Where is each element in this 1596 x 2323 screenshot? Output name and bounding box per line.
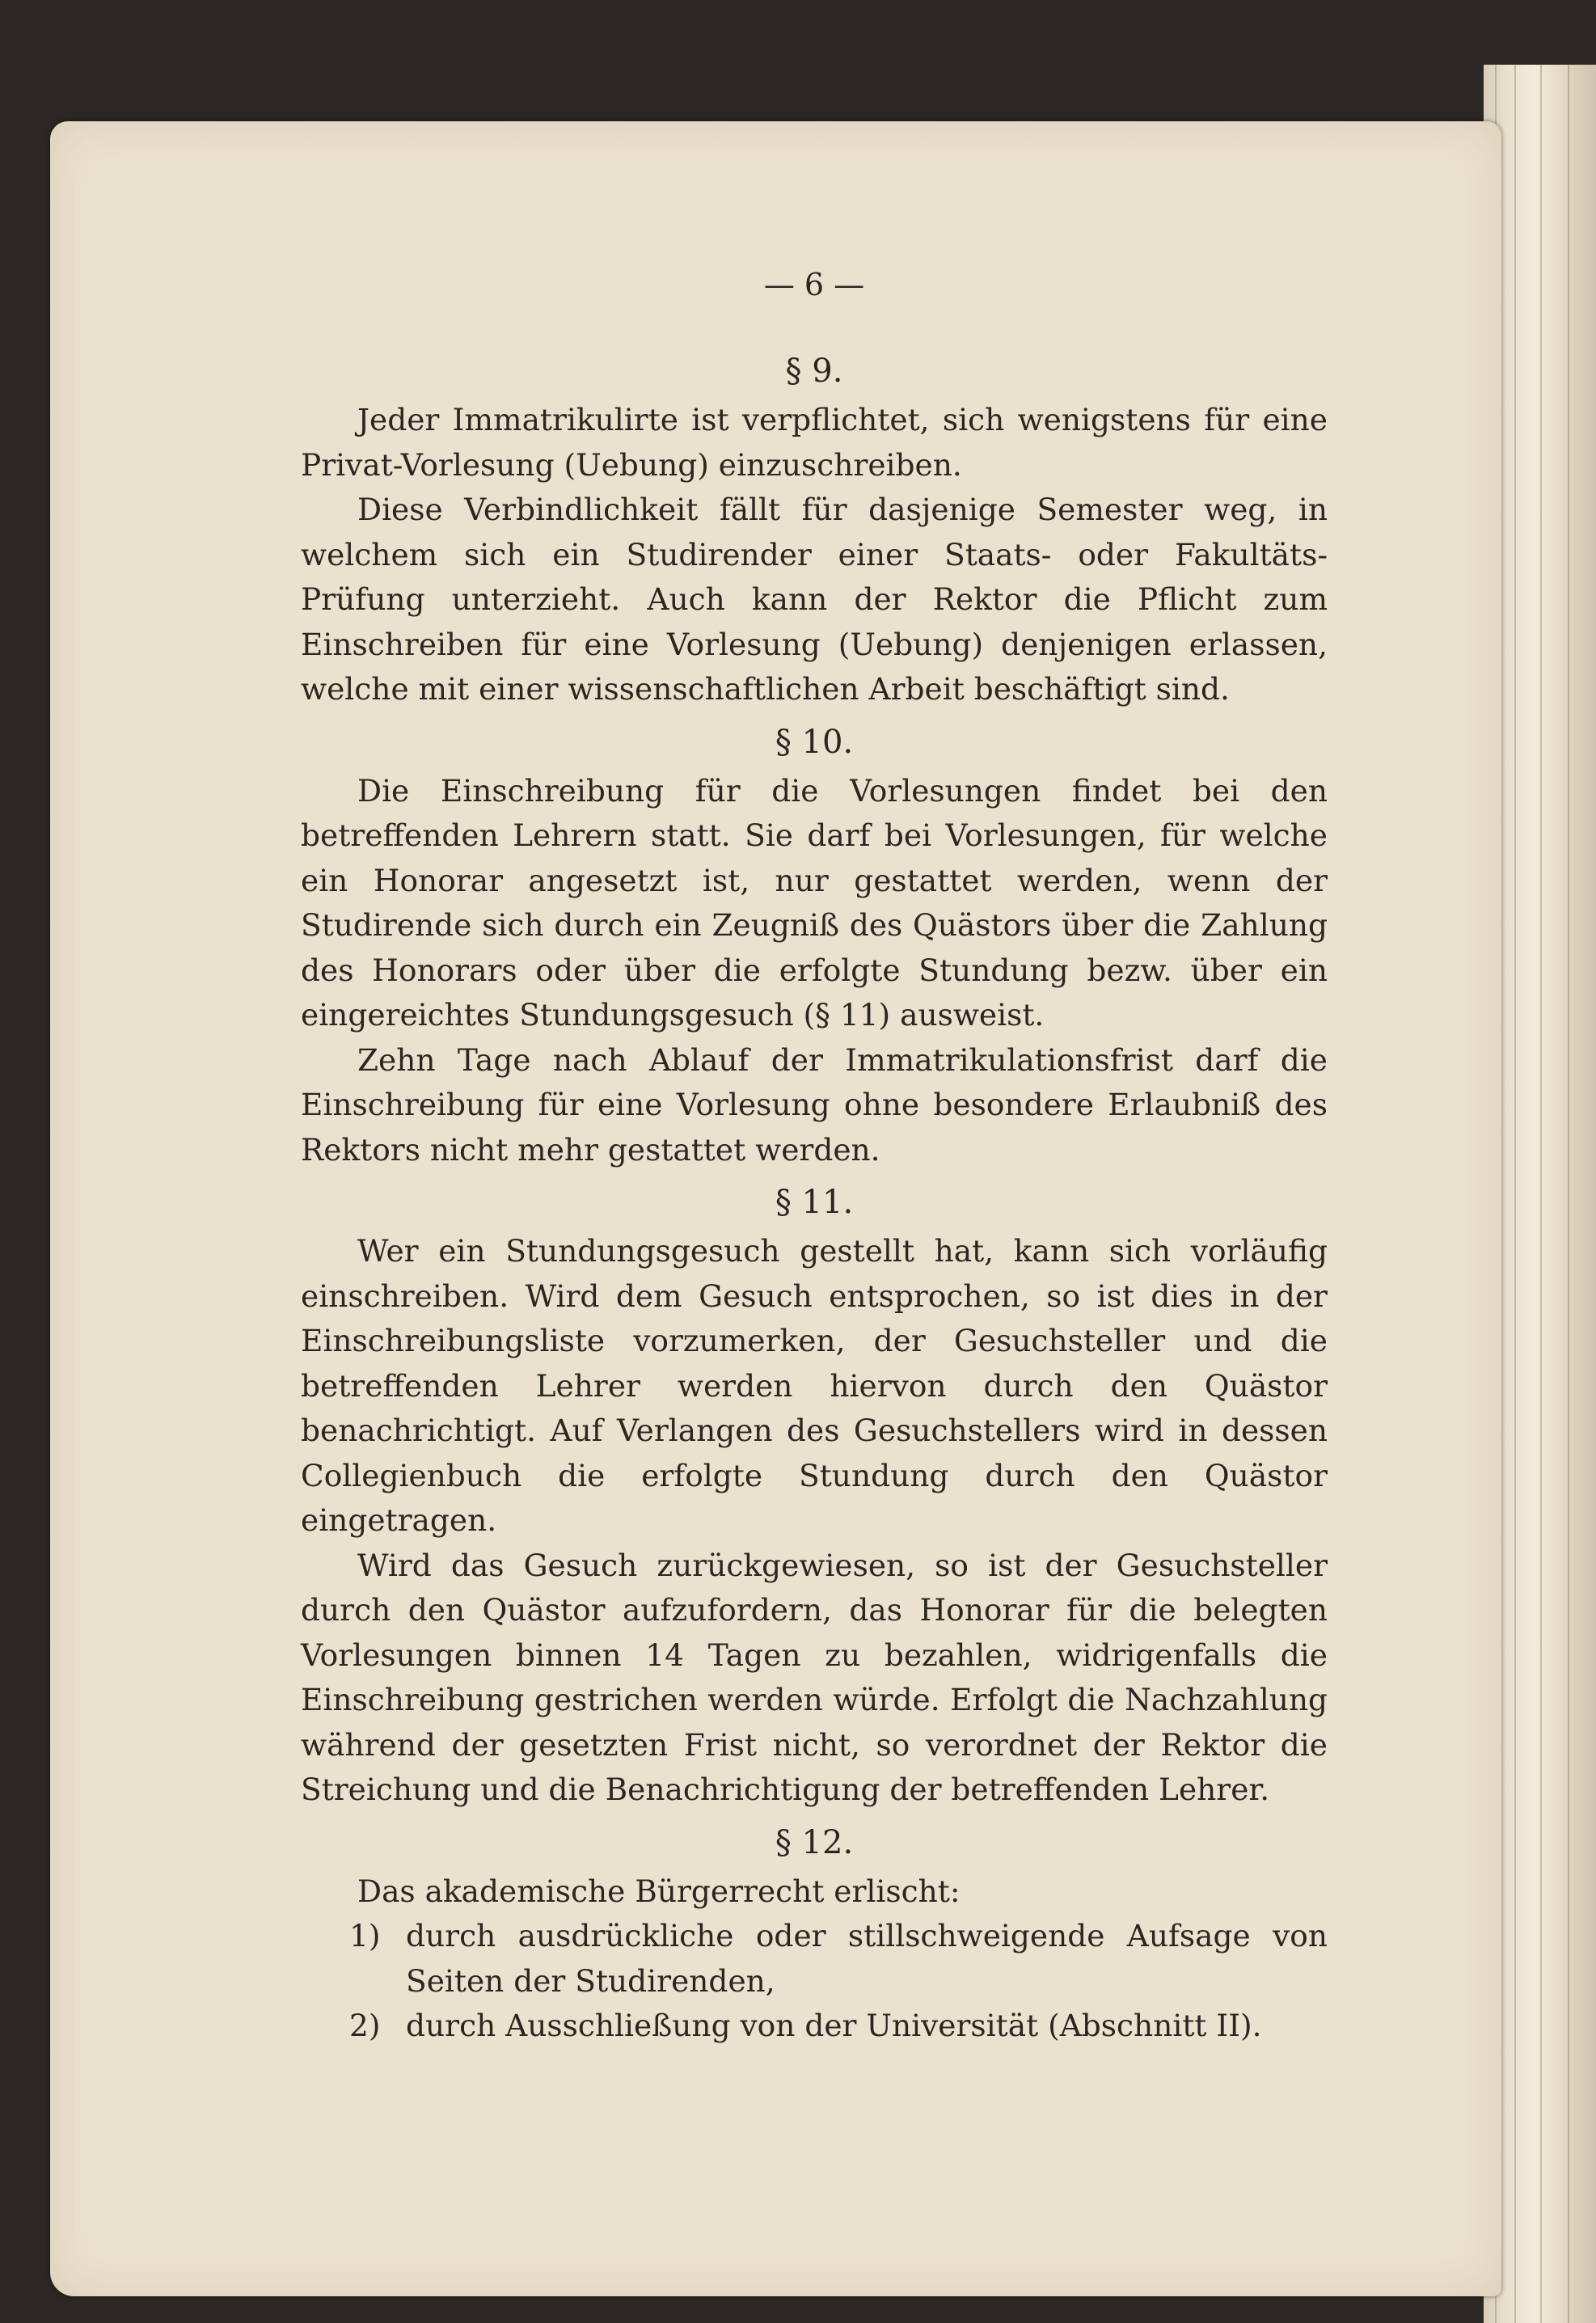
list-item (301, 1914, 1328, 2004)
section-11 (301, 1179, 1328, 1813)
page-content (301, 260, 1328, 2049)
section-12 (301, 1819, 1328, 2049)
list-number: 1) (349, 1918, 381, 1953)
paragraph: Zehn Tage nach Ablauf der Immatrikulationsfrist darf die Einschreibung für eine Vorlesung ohne besondere Erlaubniß des Rektors nicht mehr gestattet werden. (301, 1041, 1328, 1168)
page-edge-line (1568, 65, 1569, 2323)
paragraph: Wird das Gesuch zurückgewiesen, so ist der Gesuchsteller durch den Quästor aufzufordern, das Honorar für die belegten Vorlesungen binnen 14 Tagen zu bezahlen, widrigenfalls die Einschreibung gestrichen werden würde. Erfolgt die Nachzahlung während der gesetzten Frist nicht, so verordnet der Rektor die Streichung und die Benachrichtigung der betreffenden Lehrer. (301, 1547, 1328, 1807)
page-edge-line (1540, 65, 1542, 2323)
section-heading: § 11. (775, 1184, 854, 1221)
section-9 (301, 348, 1328, 712)
list-text: durch Ausschließung von der Universität (Abschnitt II). (406, 2008, 1262, 2043)
paragraph: Das akademische Bürgerrecht erlischt: (357, 1873, 961, 1909)
section-10 (301, 719, 1328, 1173)
section-heading: § 9. (785, 353, 843, 390)
page-edge-line (1514, 65, 1516, 2323)
paragraph: Wer ein Stundungsgesuch gestellt hat, kann sich vorläufig einschreiben. Wird dem Gesuch entsprochen, so ist dies in der Einschreibungsliste vorzumerken, der Gesuchsteller und die betreffenden Lehrer werden hiervon durch den Quästor benachrichtigt. Auf Verlangen des Gesuchstellers wird in dessen Collegienbuch die erfolgte Stundung durch den Quästor eingetragen. (301, 1233, 1328, 1538)
list-number: 2) (349, 2008, 381, 2043)
paragraph: Jeder Immatrikulirte ist verpflichtet, sich wenigstens für eine Privat-Vorlesung (Uebung) einzuschreiben. (301, 402, 1328, 483)
section-heading: § 12. (775, 1823, 854, 1861)
paragraph: Diese Verbindlichkeit fällt für dasjenige Semester weg, in welchem sich ein Studirender einer Staats- oder Fakultäts-Prüfung unterzieht. Auch kann der Rektor die Pflicht zum Einschreiben für eine Vorlesung (Uebung) denjenigen erlassen, welche mit einer wissenschaftlichen Arbeit beschäftigt sind. (301, 492, 1328, 707)
list-item (301, 2004, 1328, 2049)
list-text: durch ausdrückliche oder stillschweigende Aufsage von Seiten der Studirenden, (406, 1918, 1328, 1999)
section-heading: § 10. (775, 723, 854, 761)
page-number: — 6 — (763, 267, 865, 302)
paragraph: Die Einschreibung für die Vorlesungen findet bei den betreffenden Lehrern statt. Sie darf bei Vorlesungen, für welche ein Honorar angesetzt ist, nur gestattet werden, wenn der Studirende sich durch ein Zeugniß des Quästors über die Zahlung des Honorars oder über die erfolgte Stundung bezw. über ein eingereichtes Stundungsgesuch (§ 11) ausweist. (301, 772, 1328, 1033)
